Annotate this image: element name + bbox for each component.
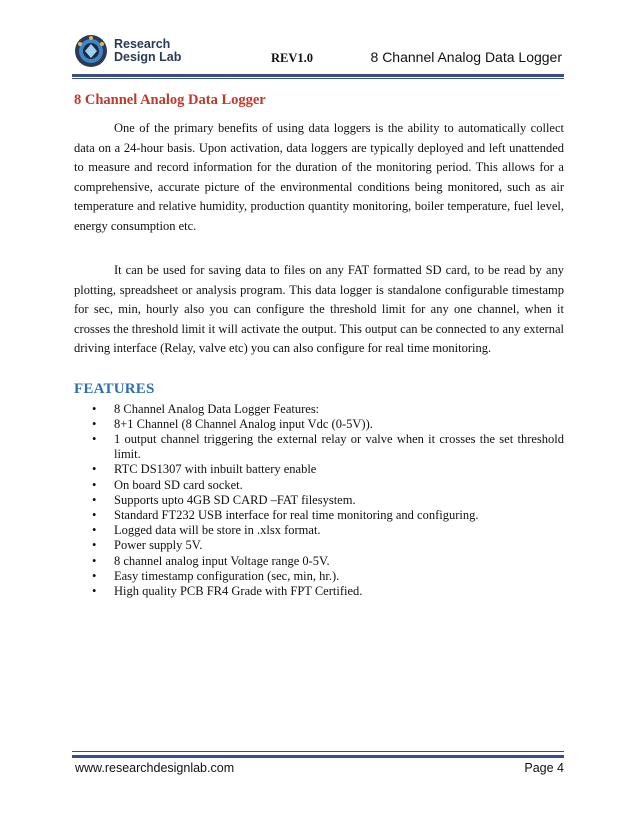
brand-line-2: Design Lab bbox=[114, 50, 182, 64]
bullet-icon: • bbox=[92, 401, 97, 416]
features-list bbox=[74, 402, 564, 600]
feature-text: 8 Channel Analog Data Logger Features: bbox=[114, 401, 320, 416]
section-title: 8 Channel Analog Data Logger bbox=[74, 92, 266, 108]
feature-text: 8 channel analog input Voltage range 0-5V. bbox=[114, 553, 330, 568]
bullet-icon: • bbox=[92, 462, 97, 477]
list-item bbox=[92, 402, 564, 417]
page-number: Page 4 bbox=[524, 761, 564, 775]
bullet-icon: • bbox=[92, 492, 97, 507]
list-item bbox=[92, 538, 564, 553]
brand-name bbox=[114, 38, 181, 64]
brand-line-1: Research bbox=[114, 37, 171, 51]
page-content bbox=[74, 92, 564, 599]
bullet-icon: • bbox=[92, 538, 97, 553]
list-item bbox=[92, 584, 564, 599]
revision-label: REV1.0 bbox=[271, 51, 314, 65]
list-item bbox=[92, 554, 564, 569]
feature-text: High quality PCB FR4 Grade with FPT Certified. bbox=[114, 583, 363, 598]
footer-divider-thin bbox=[72, 751, 564, 752]
document-title: 8 Channel Analog Data Logger bbox=[370, 49, 562, 65]
bullet-icon: • bbox=[92, 416, 97, 431]
bullet-icon: • bbox=[92, 507, 97, 522]
feature-text: Easy timestamp configuration (sec, min, hr.). bbox=[114, 568, 340, 583]
features-heading: FEATURES bbox=[74, 380, 155, 397]
feature-text: On board SD card socket. bbox=[114, 477, 243, 492]
usage-paragraph: It can be used for saving data to files on any FAT formatted SD card, to be read by any plotting, spreadsheet or analysis program. This data logger is standalone configurable timestamp for sec, min, hourly also you can configure the threshold limit for any one channel, when it crosses the threshold limit it will activate the output. This output can be connected to any external driving interface (Relay, valve etc) you can also configure for real time monitoring. bbox=[74, 263, 564, 355]
feature-text: Supports upto 4GB SD CARD –FAT filesystem. bbox=[114, 492, 356, 507]
list-item bbox=[92, 417, 564, 432]
intro-paragraph: One of the primary benefits of using data loggers is the ability to automatically collect data on a 24-hour basis. Upon activation, data loggers are typically deployed and left unattended to measure and record information for the duration of the monitoring period. This allows for a comprehensive, accurate picture of the environmental conditions being monitored, such as air temperature and relative humidity, production quantity monitoring, boiler temperature, fuel level, energy consumption etc. bbox=[74, 121, 564, 233]
bullet-icon: • bbox=[92, 523, 97, 538]
feature-text: Power supply 5V. bbox=[114, 538, 203, 553]
bullet-icon: • bbox=[92, 477, 97, 492]
bullet-icon: • bbox=[92, 568, 97, 583]
paragraph-spacer bbox=[74, 236, 564, 261]
header-divider bbox=[72, 74, 564, 77]
feature-text: Standard FT232 USB interface for real time monitoring and configuring. bbox=[114, 507, 479, 522]
feature-text: Logged data will be store in .xlsx format. bbox=[114, 523, 321, 538]
list-item bbox=[92, 462, 564, 477]
research-design-lab-logo-icon bbox=[74, 34, 108, 68]
feature-text: 1 output channel triggering the external relay or valve when it crosses the set threshold limit. bbox=[114, 431, 564, 462]
feature-text: RTC DS1307 with inbuilt battery enable bbox=[114, 462, 317, 477]
header-divider-thin bbox=[72, 78, 564, 79]
bullet-icon: • bbox=[92, 431, 97, 446]
page-header bbox=[74, 34, 564, 76]
bullet-icon: • bbox=[92, 583, 97, 598]
footer-divider bbox=[72, 755, 564, 758]
list-item bbox=[92, 508, 564, 523]
list-item bbox=[92, 523, 564, 538]
feature-text: 8+1 Channel (8 Channel Analog input Vdc (0-5V)). bbox=[114, 416, 373, 431]
list-item bbox=[92, 569, 564, 584]
list-item bbox=[92, 478, 564, 493]
footer-website-link[interactable]: www.researchdesignlab.com bbox=[75, 761, 235, 775]
bullet-icon: • bbox=[92, 553, 97, 568]
list-item bbox=[92, 493, 564, 508]
list-item bbox=[92, 432, 564, 462]
